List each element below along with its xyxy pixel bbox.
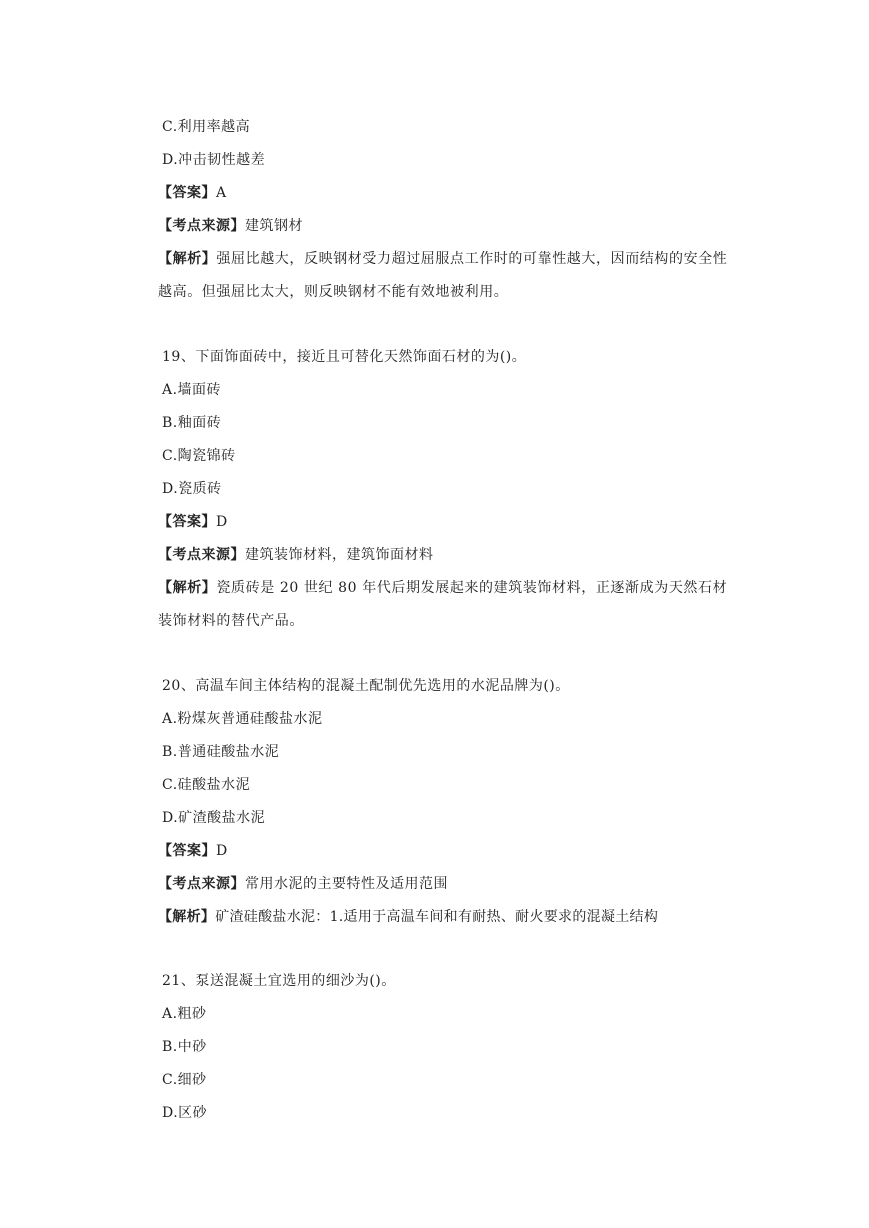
q18-answer [158, 182, 227, 204]
q21-option-d: D.区砂 [162, 1105, 208, 1121]
source-label: 【考点来源】 [158, 218, 245, 234]
q19-option-d: D.瓷质砖 [162, 481, 222, 497]
analysis-text: 强屈比越大，反映钢材受力超过屈服点工作时的可靠性越大，因而结构的安全性越高。但强屈比太大，则反映钢材不能有效地被利用。 [158, 251, 728, 300]
q21-option-c: C.细砂 [162, 1072, 207, 1088]
q19-stem: 19、下面饰面砖中，接近且可替化天然饰面石材的为()。 [162, 349, 527, 365]
analysis-label: 【解析】 [158, 580, 217, 596]
answer-label: 【答案】 [158, 843, 216, 859]
analysis-text: 瓷质砖是 20 世纪 80 年代后期发展起来的建筑装饰材料，正逐渐成为天然石材装饰材料的替代产品。 [158, 580, 728, 629]
source-label: 【考点来源】 [158, 876, 245, 892]
q20-option-c: C.硅酸盐水泥 [162, 777, 251, 793]
q21-option-a: A.粗砂 [162, 1006, 207, 1022]
q19-analysis [158, 572, 738, 638]
q20-option-a: A.粉煤灰普通硅酸盐水泥 [162, 711, 323, 727]
q20-answer [158, 840, 228, 862]
source-value: 建筑装饰材料，建筑饰面材料 [245, 547, 434, 563]
q19-answer [158, 511, 228, 533]
q19-option-b: B.釉面砖 [162, 415, 222, 431]
q19-source [158, 544, 434, 566]
q18-option-c: C.利用率越高 [162, 119, 251, 135]
q20-analysis [158, 906, 658, 928]
answer-label: 【答案】 [158, 185, 216, 201]
analysis-label: 【解析】 [158, 909, 216, 925]
source-value: 建筑钢材 [245, 218, 303, 234]
q20-option-b: B.普通硅酸盐水泥 [162, 744, 280, 760]
q21-option-b: B.中砂 [162, 1039, 207, 1055]
answer-value: A [216, 185, 227, 201]
q20-stem: 20、高温车间主体结构的混凝土配制优先选用的水泥品牌为()。 [162, 678, 570, 694]
answer-label: 【答案】 [158, 514, 216, 530]
analysis-label: 【解析】 [158, 251, 217, 267]
q19-option-a: A.墙面砖 [162, 382, 222, 398]
source-label: 【考点来源】 [158, 547, 245, 563]
q20-option-d: D.矿渣酸盐水泥 [162, 810, 266, 826]
analysis-text: 矿渣硅酸盐水泥：1.适用于高温车间和有耐热、耐火要求的混凝土结构 [215, 909, 659, 925]
q18-source [158, 215, 303, 237]
q18-analysis [158, 243, 738, 309]
q19-option-c: C.陶瓷锦砖 [162, 448, 236, 464]
q18-option-d: D.冲击韧性越差 [162, 152, 266, 168]
q20-source [158, 873, 448, 895]
source-value: 常用水泥的主要特性及适用范围 [245, 876, 448, 892]
answer-value: D [216, 843, 228, 859]
q21-stem: 21、泵送混凝土宜选用的细沙为()。 [162, 973, 396, 989]
answer-value: D [216, 514, 228, 530]
